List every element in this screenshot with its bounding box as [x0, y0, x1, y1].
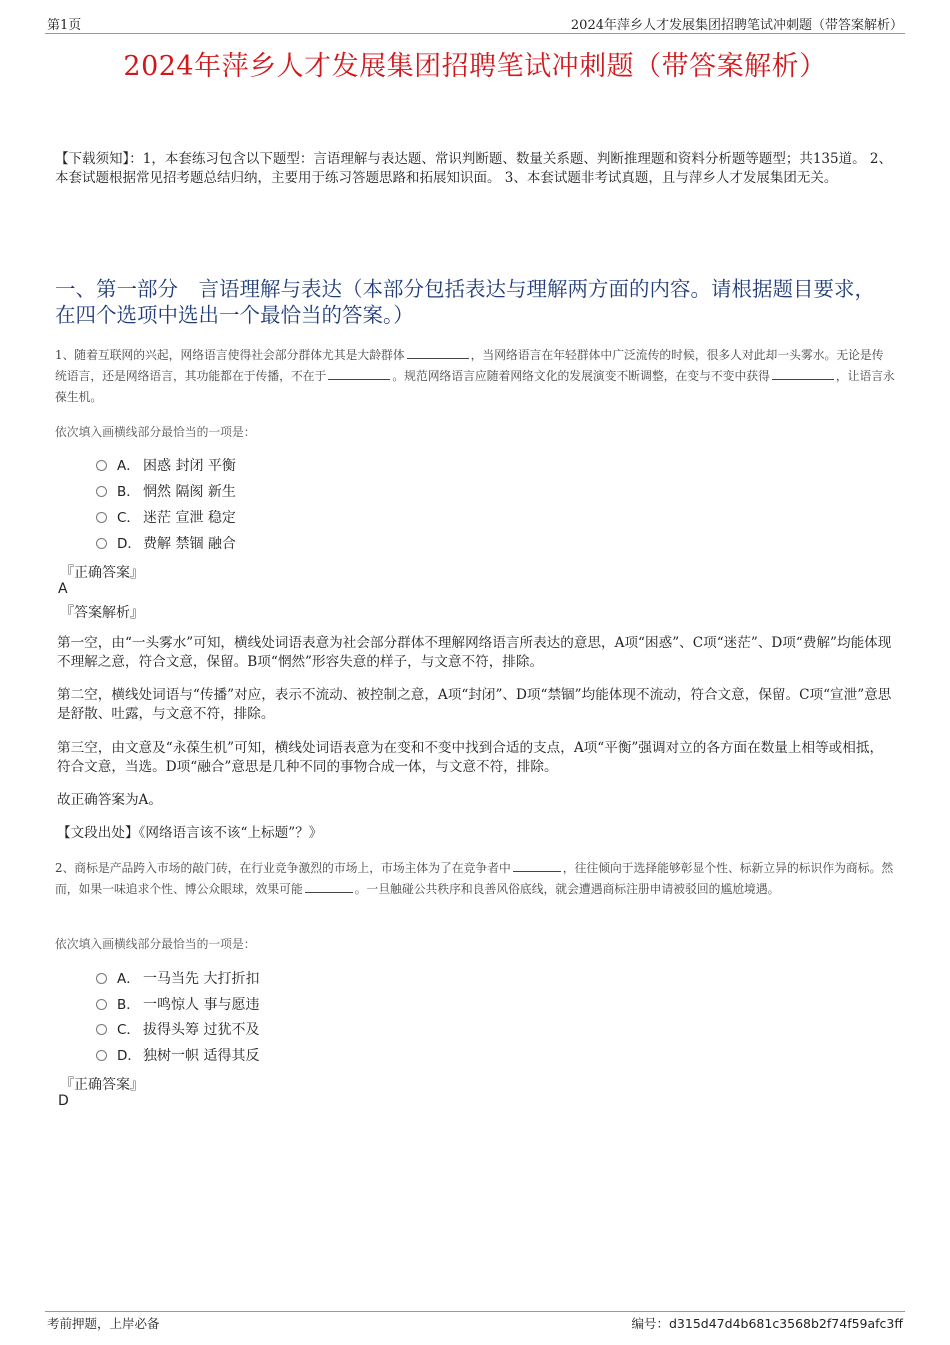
page-number: 第1页 [47, 18, 82, 33]
radio-icon[interactable] [96, 1024, 107, 1035]
q1-option-c[interactable]: C． 迷茫 宣泄 稳定 [96, 508, 236, 528]
q2-option-a[interactable]: A． 一马当先 大打折扣 [96, 969, 259, 989]
footer-slogan: 考前押题，上岸必备 [47, 1316, 160, 1331]
fill-blank [407, 346, 469, 359]
header-divider [45, 33, 905, 34]
q1-answer-label: 『正确答案』 [60, 565, 144, 581]
fill-blank [305, 880, 353, 893]
q1-analysis-label: 『答案解析』 [60, 605, 144, 621]
radio-icon[interactable] [96, 512, 107, 523]
fill-blank [513, 859, 561, 872]
fill-blank [772, 367, 834, 380]
footer-divider [45, 1311, 905, 1312]
radio-icon[interactable] [96, 486, 107, 497]
q1-analysis-para-2: 第二空，横线处词语与“传播”对应，表示不流动、被控制之意，A项“封闭”、D项“禁锢”均能体现不流动，符合文意，保留。C项“宣泄”意思是舒散、吐露，与文意不符，排除。 [57, 687, 892, 722]
question-2-prompt: 依次填入画横线部分最恰当的一项是： [55, 937, 256, 951]
q1-analysis-para-3: 第三空，由文意及“永葆生机”可知，横线处词语表意为在变和不变中找到合适的支点，A项“平衡”强调对立的各方面在数量上相等或相抵，符合文意，当选。D项“融合”意思是几种不同的事物合成一体，与文意不符，排除。 [57, 740, 884, 775]
question-2-text: 2、商标是产品跨入市场的敲门砖，在行业竞争激烈的市场上，市场主体为了在竞争者中 ，往往倾向于选择能够彰显个性、标新立异的标识作为商标。然而，如果一味追求个性、博公众眼球，效果可能 。一旦触碰公共秩序和良善风俗底线，就会遭遇商标注册申请被驳回的尴尬境遇。 [55, 861, 894, 896]
radio-icon[interactable] [96, 460, 107, 471]
q2-option-c[interactable]: C． 拔得头筹 过犹不及 [96, 1020, 259, 1040]
radio-icon[interactable] [96, 1050, 107, 1061]
q1-source: 【文段出处】《网络语言该不该“上标题”？》 [57, 825, 323, 841]
q2-option-d[interactable]: D． 独树一帜 适得其反 [96, 1046, 259, 1066]
download-notice: 【下载须知】：1，本套练习包含以下题型：言语理解与表达题、常识判断题、数量关系题、判断推理题和资料分析题等题型；共135道。 2、本套试题根据常见招考题总结归纳，主要用于练习答题思路和拓展知识面。 3、本套试题非考试真题，且与萍乡人才发展集团无关。 [55, 151, 892, 186]
question-1-text: 1、随着互联网的兴起，网络语言使得社会部分群体尤其是大龄群体 ，当网络语言在年轻群体中广泛流传的时候，很多人对此却一头雾水。无论是传统语言，还是网络语言，其功能都在于传播，不在于 。规范网络语言应随着网络文化的发展演变不断调整，在变与不变中获得 ，让语言永葆生机。 [55, 348, 895, 404]
radio-icon[interactable] [96, 999, 107, 1010]
q2-answer-label: 『正确答案』 [60, 1077, 144, 1093]
fill-blank [328, 367, 390, 380]
section-title: 一、第一部分 言语理解与表达（本部分包括表达与理解两方面的内容。请根据题目要求，在四个选项中选出一个最恰当的答案。） [55, 277, 875, 327]
q2-answer: D [58, 1093, 69, 1109]
page-title: 2024年萍乡人才发展集团招聘笔试冲刺题（带答案解析） [123, 51, 827, 82]
header-doc-title: 2024年萍乡人才发展集团招聘笔试冲刺题（带答案解析） [570, 18, 903, 33]
q2-option-b[interactable]: B． 一鸣惊人 事与愿违 [96, 995, 259, 1015]
q1-option-d[interactable]: D． 费解 禁锢 融合 [96, 534, 236, 554]
footer-code: 编号：d315d47d4b681c3568b2f74f59afc3ff [631, 1316, 903, 1331]
radio-icon[interactable] [96, 538, 107, 549]
q1-conclusion: 故正确答案为A。 [57, 792, 162, 808]
q1-option-b[interactable]: B． 惘然 隔阂 新生 [96, 482, 236, 502]
q1-option-a[interactable]: A． 困惑 封闭 平衡 [96, 456, 236, 476]
q1-analysis-para-1: 第一空，由“一头雾水”可知，横线处词语表意为社会部分群体不理解网络语言所表达的意思，A项“困惑”、C项“迷茫”、D项“费解”均能体现不理解之意，符合文意，保留。B项“惘然”形容失意的样子，与文意不符，排除。 [57, 635, 892, 670]
radio-icon[interactable] [96, 973, 107, 984]
q1-answer: A [58, 581, 68, 597]
question-1-prompt: 依次填入画横线部分最恰当的一项是： [55, 425, 256, 439]
